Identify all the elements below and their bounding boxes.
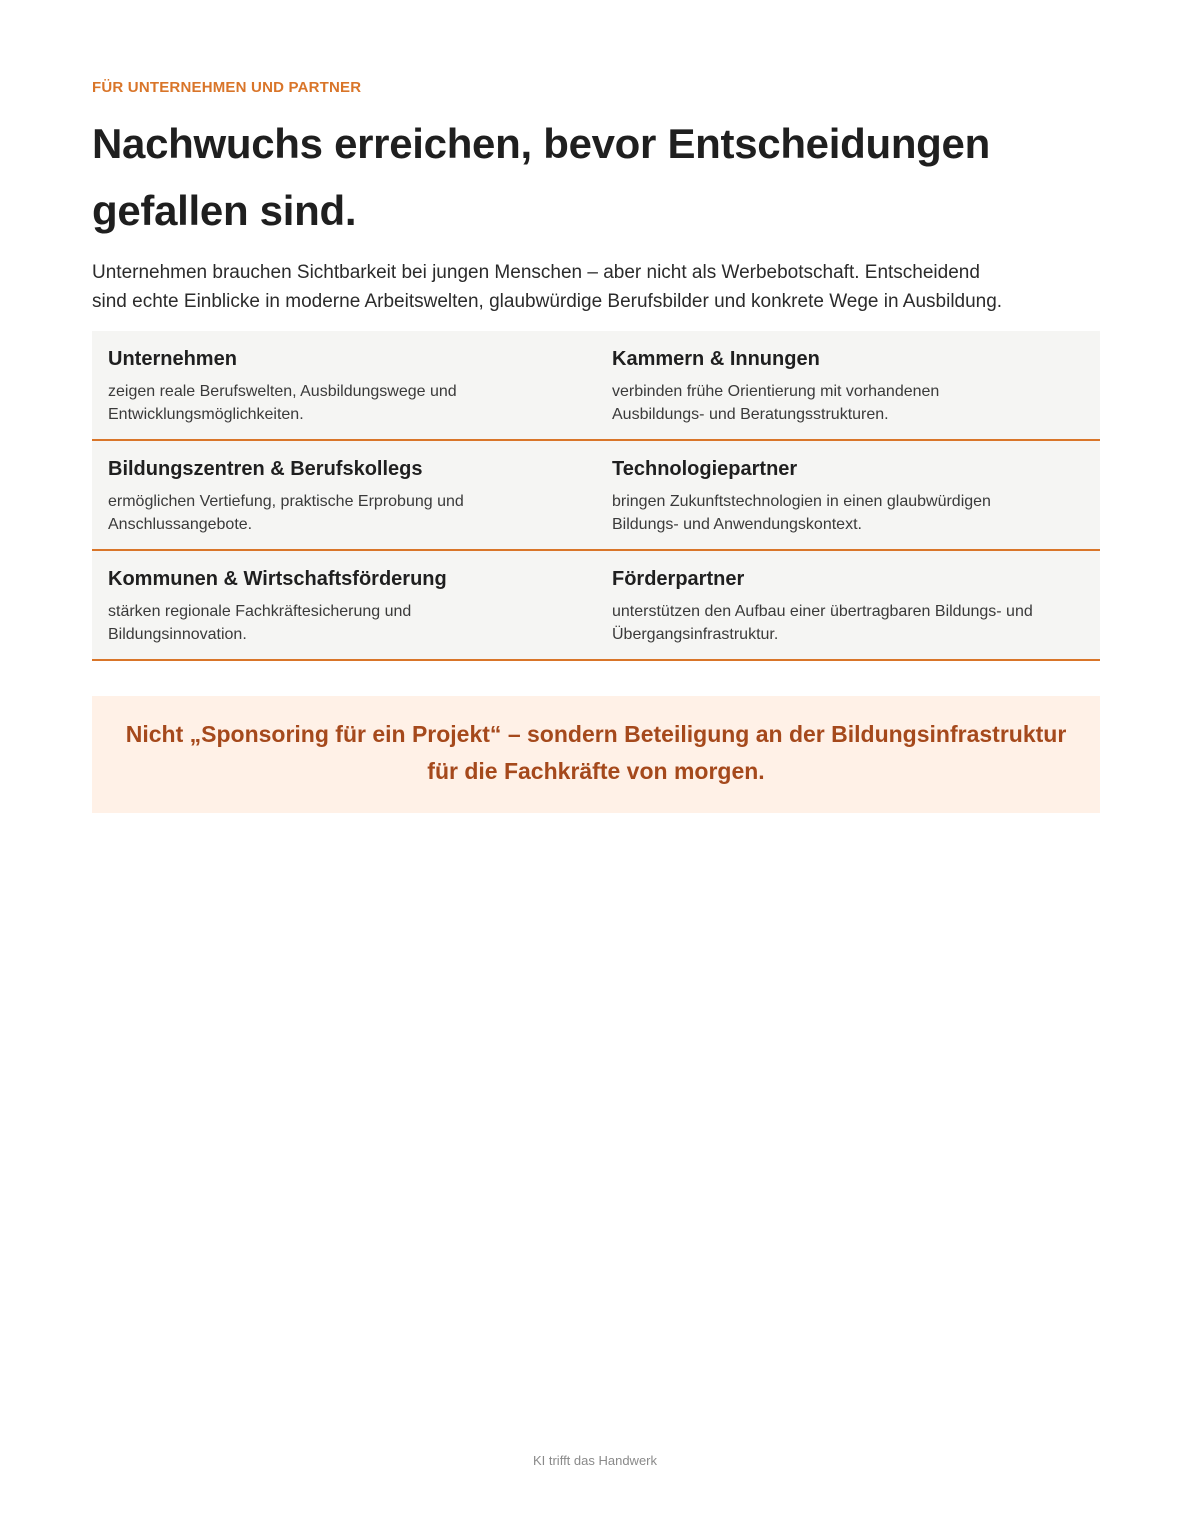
partner-description-line-1: bringen Zukunftstechnologien in einen glaubwürdigen xyxy=(612,493,991,510)
partner-grid xyxy=(92,331,1100,661)
headline-line-2: gefallen sind. xyxy=(92,187,357,234)
intro-line-2: sind echte Einblicke in moderne Arbeitswelten, glaubwürdige Berufsbilder und konkrete Wege in Ausbildung. xyxy=(92,291,1003,312)
partner-description xyxy=(612,380,1084,426)
callout-line-1: Nicht „Sponsoring für ein Projekt“ – sondern Beteiligung an der Bildungsinfrastruktur xyxy=(125,721,1067,747)
callout-text xyxy=(122,716,1070,790)
partner-description-line-2: Ausbildungs- und Beratungsstrukturen. xyxy=(612,406,889,423)
page-footer: KI trifft das Handwerk xyxy=(532,1453,658,1468)
partner-description xyxy=(108,380,580,426)
page-headline xyxy=(92,110,1100,244)
partner-card-kammern xyxy=(596,331,1100,439)
partner-row-2 xyxy=(92,441,1100,551)
partner-description-line-1: ermöglichen Vertiefung, praktische Erprobung und xyxy=(108,493,464,510)
intro-line-1: Unternehmen brauchen Sichtbarkeit bei jungen Menschen – aber nicht als Werbebotschaft. Entscheidend xyxy=(92,262,980,283)
partner-description-line-2: Anschlussangebote. xyxy=(108,516,253,533)
partner-description-line-1: verbinden frühe Orientierung mit vorhandenen xyxy=(612,383,940,400)
partner-card-technologiepartner xyxy=(596,441,1100,549)
partner-description xyxy=(612,600,1084,646)
partner-title: Bildungszentren & Berufskollegs xyxy=(108,458,423,480)
partner-description-line-1: unterstützen den Aufbau einer übertragbaren Bildungs- und xyxy=(612,603,1033,620)
partner-description-line-2: Übergangsinfrastruktur. xyxy=(612,626,779,643)
partner-title: Kammern & Innungen xyxy=(612,348,820,370)
partner-card-bildungszentren xyxy=(92,441,596,549)
partner-row-1 xyxy=(92,331,1100,441)
partner-title: Technologiepartner xyxy=(612,458,798,480)
headline-line-1: Nachwuchs erreichen, bevor Entscheidungen xyxy=(92,120,990,167)
partner-description-line-2: Bildungsinnovation. xyxy=(108,626,247,643)
callout-line-2: für die Fachkräfte von morgen. xyxy=(427,758,765,784)
intro-paragraph xyxy=(92,258,1100,316)
partner-description-line-1: zeigen reale Berufswelten, Ausbildungswege und xyxy=(108,383,457,400)
section-eyebrow: FÜR UNTERNEHMEN UND PARTNER xyxy=(92,79,362,96)
partner-description xyxy=(612,490,1084,536)
partner-description-line-2: Entwicklungsmöglichkeiten. xyxy=(108,406,304,423)
partner-title: Unternehmen xyxy=(108,348,237,370)
partner-title: Förderpartner xyxy=(612,568,745,590)
partner-row-3 xyxy=(92,551,1100,661)
partner-card-kommunen xyxy=(92,551,596,659)
partner-description-line-2: Bildungs- und Anwendungskontext. xyxy=(612,516,862,533)
partner-title: Kommunen & Wirtschaftsförderung xyxy=(108,568,447,590)
partner-card-foerderpartner xyxy=(596,551,1100,659)
callout-box xyxy=(92,696,1100,813)
partner-description xyxy=(108,600,580,646)
partner-description-line-1: stärken regionale Fachkräftesicherung und xyxy=(108,603,412,620)
partner-description xyxy=(108,490,580,536)
page-content xyxy=(92,78,1100,813)
partner-card-unternehmen xyxy=(92,331,596,439)
